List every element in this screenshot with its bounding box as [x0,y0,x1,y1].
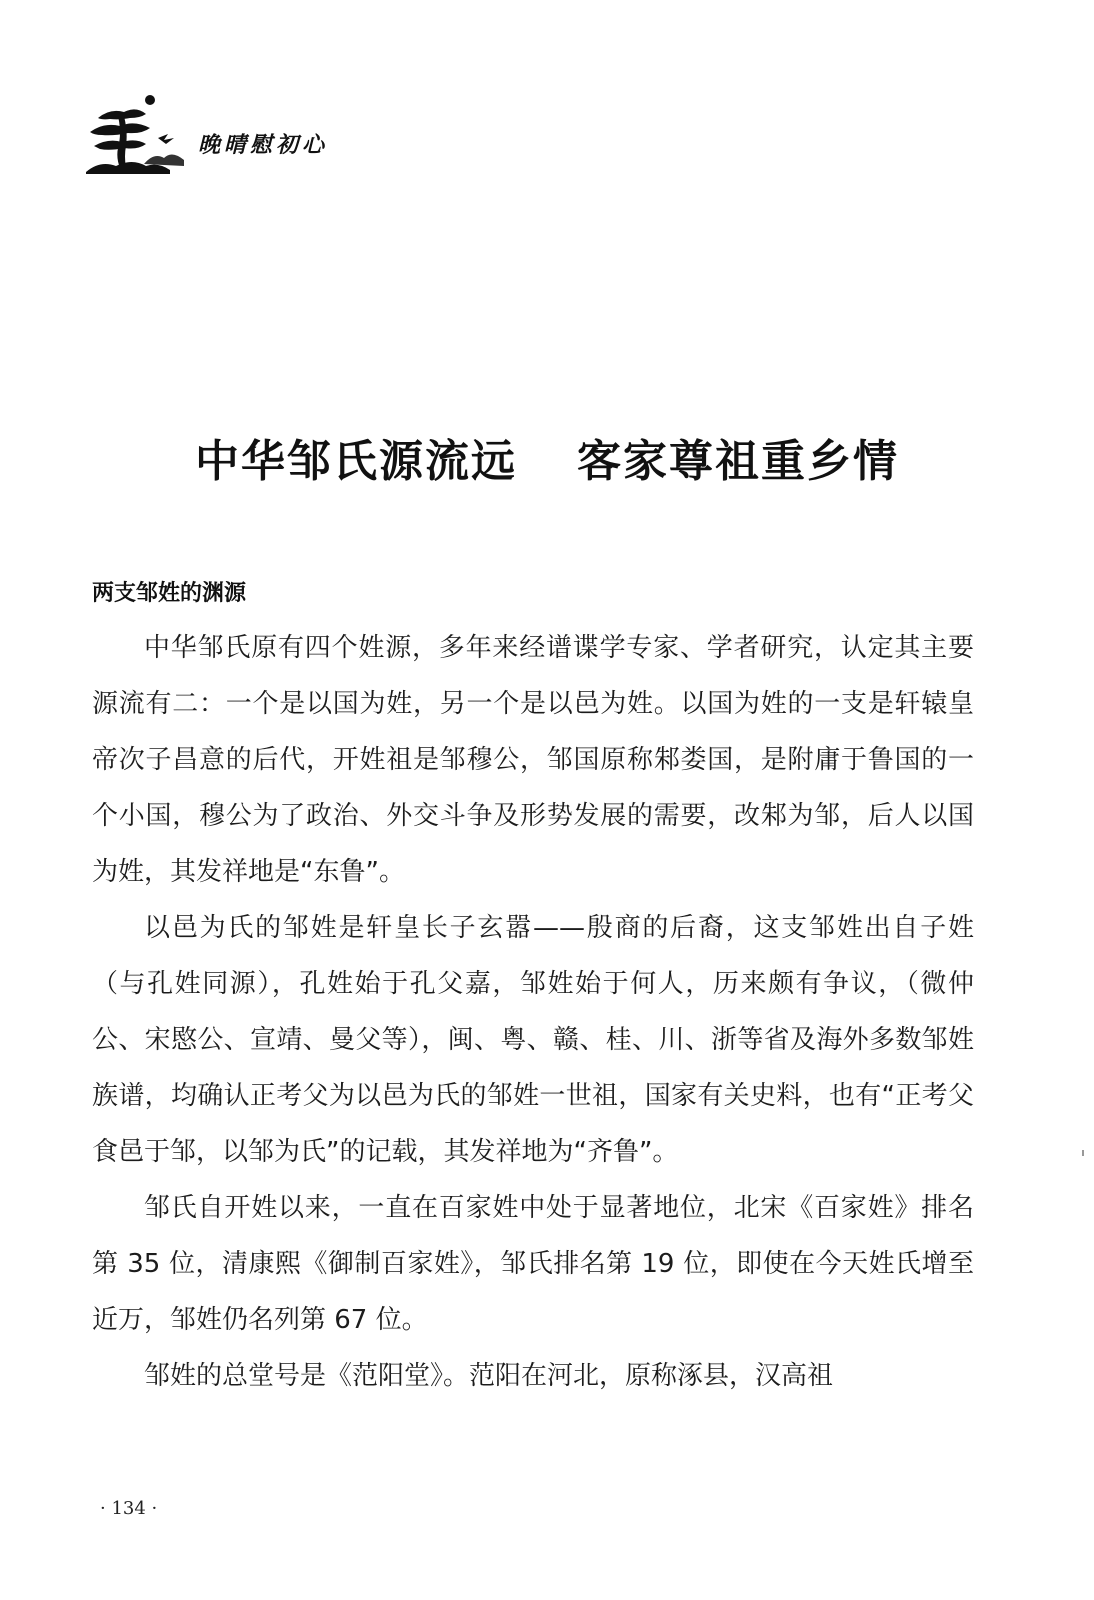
paragraph: 邹氏自开姓以来，一直在百家姓中处于显著地位，北宋《百家姓》排名第 35 位，清康熙《御制百家姓》，邹氏排名第 19 位，即使在今天姓氏增至近万，邹姓仍名列第 67 位。 [92,1193,974,1335]
page-number: · 134 · [100,1498,158,1519]
scan-edge-mark [1082,1150,1084,1156]
article-title-part-2: 客家尊祖重乡情 [577,436,899,488]
page-header [80,88,440,178]
section-heading: 两支邹姓的渊源 [92,581,247,606]
article-title-part-1: 中华邹氏源流远 [195,436,517,488]
pine-tree-logo-icon [80,88,190,176]
paragraph: 邹姓的总堂号是《范阳堂》。范阳在河北，原称涿县，汉高祖 [144,1361,834,1391]
paragraph: 以邑为氏的邹姓是轩皇长子玄嚣——殷商的后裔，这支邹姓出自子姓（与孔姓同源），孔姓始于孔父嘉，邹姓始于何人，历来颇有争议，（微仲公、宋愍公、宣靖、曼父等），闽、粤、赣、桂、川、浙等省及海外多数邹姓族谱，均确认正考父为以邑为氏的邹姓一世祖，国家有关史料，也有“正考父食邑于邹，以邹为氏”的记载，其发祥地为“齐鲁”。 [92,913,974,1167]
paragraph: 中华邹氏原有四个姓源，多年来经谱谍学专家、学者研究，认定其主要源流有二：一个是以国为姓，另一个是以邑为姓。以国为姓的一支是轩辕皇帝次子昌意的后代，开姓祖是邹穆公，邹国原称邾娄国，是附庸于鲁国的一个小国，穆公为了政治、外交斗争及形势发展的需要，改邾为邹，后人以国为姓，其发祥地是“东鲁”。 [92,633,974,887]
article-title [0,425,1094,489]
article-body [92,620,974,1404]
book-title: 晚晴慰初心 [198,133,329,158]
